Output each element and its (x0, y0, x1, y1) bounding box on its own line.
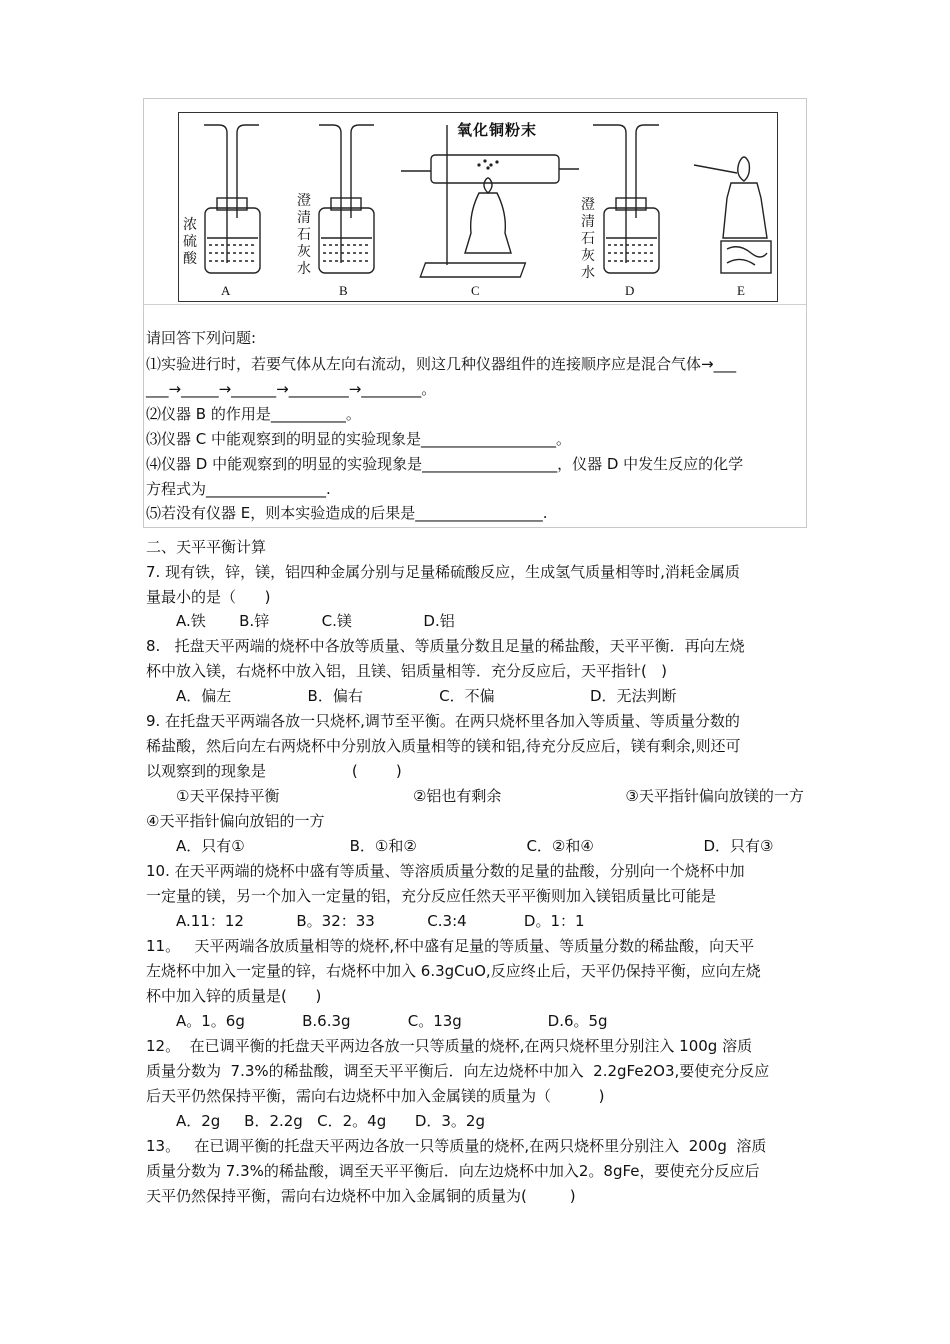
figure-label-b: 澄清石灰水 (297, 193, 311, 277)
q13-line-2: 质量分数为 7.3%的稀盐酸，调至天平平衡后．向左边烧杯中加入2。8gFe，要使充分反应后 (146, 1162, 760, 1180)
q11-line-1: 11。 天平两端各放质量相等的烧杯,杯中盛有足量的等质量、等质量分数的稀盐酸，向天平 (146, 937, 755, 955)
q10-options: A.11：12 B。32：33 C.3:4 D。1：1 (176, 912, 585, 930)
figure-top-label: 氧化铜粉末 (457, 121, 538, 139)
question-4-line-1: ⑷仪器 D 中能观察到的明显的实验现象是__________________，仪器 D 中发生反应的化学 (146, 455, 744, 473)
q11-line-2: 左烧杯中加入一定量的锌，右烧杯中加入 6.3gCuO,反应终止后，天平仍保持平衡，应向左烧 (146, 962, 761, 980)
q8-line-2: 杯中放入镁，右烧杯中放入铝，且镁、铝质量相等．充分反应后，天平指针( ) (146, 662, 668, 680)
question-2: ⑵仪器 B 的作用是__________。 (146, 405, 361, 423)
question-3: ⑶仪器 C 中能观察到的明显的实验现象是__________________。 (146, 430, 572, 448)
prompt-text: 请回答下列问题: (146, 329, 257, 347)
apparatus-figure (178, 112, 778, 302)
q12-line-2: 质量分数为 7.3%的稀盐酸，调至天平平衡后．向左边烧杯中加入 2.2gFe2O3,要使充分反应 (146, 1062, 770, 1080)
q10-line-2: 一定量的镁，另一个加入一定量的铝，充分反应任然天平平衡则加入镁铝质量比可能是 (146, 887, 717, 905)
q11-options: A。1。6g B.6.3g C。13g D.6。5g (176, 1012, 608, 1030)
question-1-line-2: ___→_____→______→________→________。 (146, 380, 437, 398)
apparatus-diagram (179, 113, 777, 301)
q13-line-1: 13。 在已调平衡的托盘天平两边各放一只等质量的烧杯,在两只烧杯里分别注入 200g 溶质 (146, 1137, 767, 1155)
q12-line-3: 后天平仍然保持平衡，需向右边烧杯中加入金属镁的质量为（ ) (146, 1087, 605, 1105)
q7-options: A.铁 B.锌 C.镁 D.铝 (176, 612, 455, 630)
question-1-line-1: ⑴实验进行时，若要气体从左向右流动，则这几种仪器组件的连接顺序应是混合气体→___ (146, 355, 737, 373)
figure-letter-c: C (471, 283, 480, 298)
bottle-b (319, 125, 374, 273)
q9-line-1: 9. 在托盘天平两端各放一只烧杯,调节至平衡。在两只烧杯里各加入等质量、等质量分数的 (146, 712, 740, 730)
q8-line-1: 8. 托盘天平两端的烧杯中各放等质量、等质量分数且足量的稀盐酸，天平平衡．再向左烧 (146, 637, 745, 655)
q7-line-2: 量最小的是（ ) (146, 588, 271, 606)
figure-label-a: 浓硫酸 (183, 217, 197, 267)
bottle-a (204, 125, 260, 273)
question-4-line-2: 方程式为________________. (146, 480, 331, 498)
figure-letter-d: D (625, 283, 635, 298)
question-5: ⑸若没有仪器 E，则本实验造成的后果是_________________. (146, 504, 548, 522)
q12-line-1: 12。 在已调平衡的托盘天平两边各放一只等质量的烧杯,在两只烧杯里分别注入 100g 溶质 (146, 1037, 753, 1055)
figure-letter-b: B (339, 283, 348, 298)
q9-line-3: 以观察到的现象是 ( ) (146, 762, 402, 780)
frame-divider (143, 304, 807, 305)
q9-options: A．只有① B．①和② C．②和④ D．只有③ (176, 837, 774, 855)
q11-line-3: 杯中加入锌的质量是( ) (146, 987, 322, 1005)
figure-letter-a: A (221, 283, 231, 298)
q9-choices: ①天平保持平衡 ②铝也有剩余 ③天平指针偏向放镁的一方 (176, 787, 804, 805)
q13-line-3: 天平仍然保持平衡，需向右边烧杯中加入金属铜的质量为( ) (146, 1187, 576, 1205)
q8-options: A．偏左 B．偏右 C．不偏 D．无法判断 (176, 687, 677, 705)
figure-label-d: 澄清石灰水 (581, 197, 595, 281)
bottle-d (593, 125, 659, 273)
q7-line-1: 7. 现有铁，锌，镁，铝四种金属分别与足量稀硫酸反应，生成氢气质量相等时,消耗金属质 (146, 563, 740, 581)
section-heading: 二、天平平衡计算 (146, 538, 267, 556)
q10-line-1: 10. 在天平两端的烧杯中盛有等质量、等溶质质量分数的足量的盐酸，分别向一个烧杯中加 (146, 862, 745, 880)
tube-c (401, 125, 579, 277)
q9-line-2: 稀盐酸，然后向左右两烧杯中分别放入质量相等的镁和铝,待充分反应后，镁有剩余,则还可 (146, 737, 741, 755)
figure-letter-e: E (737, 283, 745, 298)
q9-choice-4: ④天平指针偏向放铝的一方 (146, 812, 325, 830)
burner-e (694, 157, 771, 273)
q12-options: A．2g B．2.2g C．2。4g D．3。2g (176, 1112, 485, 1130)
